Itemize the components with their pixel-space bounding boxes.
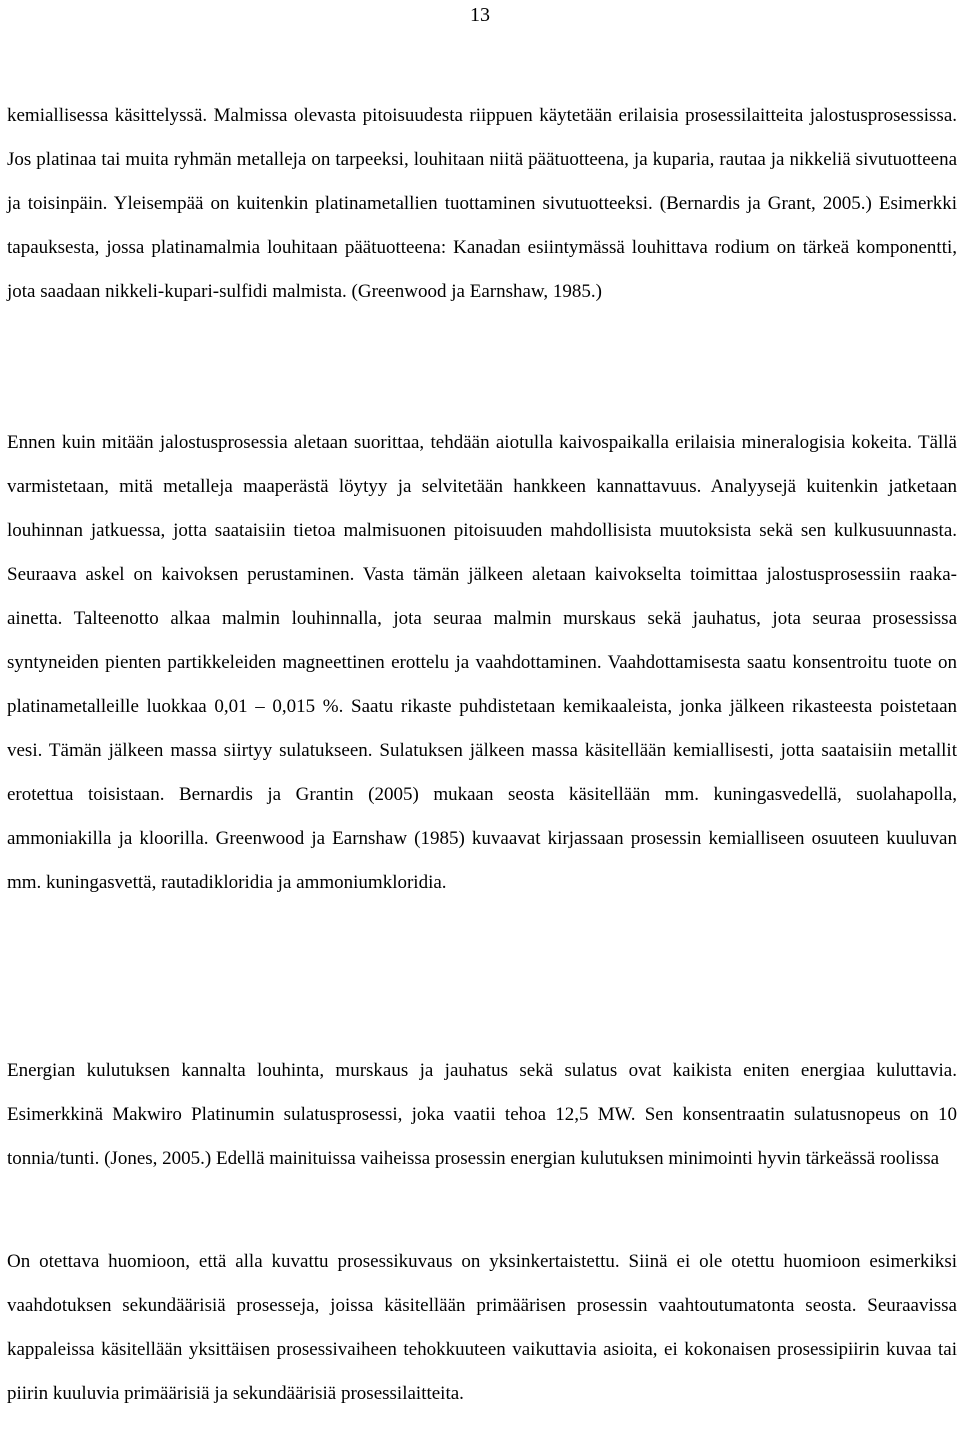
paragraph-text: Ennen kuin mitään jalostusprosessia aletaan suorittaa, tehdään aiotulla kaivospaikalla erilaisia mineralogisia kokeita. Tällä varmistetaan, mitä metalleja maaperästä löytyy ja selvitetään hankkeen kannattavuus. Analyysejä kuitenkin jatketaan louhinnan jatkuessa, jotta saataisiin tietoa malmisuonen pitoisuuden mahdollisista muutoksista sekä sen kulkusuunnasta. Seuraava askel on kaivoksen perustaminen. Vasta tämän jälkeen aletaan kaivokselta toimittaa jalostusprosessiin raaka-ainetta. Talteenotto alkaa malmin louhinnalla, jota seuraa malmin murskaus sekä jauhatus, jota seuraa prosessissa syntyneiden pienten partikkeleiden magneettinen erottelu ja vaahdottaminen. Vaahdottamisesta saatu konsentroitu tuote on platinametalleille luokkaa 0,01 – 0,015 %. Saatu rikaste puhdistetaan kemikaaleista, jonka jälkeen rikasteesta poistetaan vesi. Tämän jälkeen massa siirtyy sulatukseen. Sulatuksen jälkeen massa käsitellään kemiallisesti, jotta saataisiin metallit erotettua toisistaan. Bernardis ja Grantin (2005) mukaan seosta käsitellään mm. kuningasvedellä, suolahapolla, ammoniakilla ja kloorilla. Greenwood ja Earnshaw (1985) kuvaavat kirjassaan prosessin kemialliseen osuuteen kuuluvan mm. kuningasvettä, rautadikloridia ja ammoniumkloridia.: [7, 432, 957, 893]
paragraph-text: On otettava huomioon, että alla kuvattu prosessikuvaus on yksinkertaistettu. Siinä ei ole otettu huomioon esimerkiksi vaahdotuksen sekundäärisiä prosesseja, joissa käsitellään primäärisen prosessin vaahtoutumatonta seosta. Seuraavissa kappaleissa käsitellään yksittäisen prosessivaiheen tehokkuuteen vaikuttavia asioita, ei kokonaisen prosessipiirin kuvaa tai piirin kuuluvia primäärisiä ja sekundäärisiä prosessilaitteita.: [7, 1251, 957, 1404]
body-paragraph-3: [7, 1049, 957, 1181]
body-paragraph-1: [7, 94, 957, 314]
body-paragraph-2: [7, 421, 957, 905]
paragraph-text: kemiallisessa käsittelyssä. Malmissa olevasta pitoisuudesta riippuen käytetään erilaisia prosessilaitteita jalostusprosessissa. Jos platinaa tai muita ryhmän metalleja on tarpeeksi, louhitaan niitä päätuotteena, ja kuparia, rautaa ja nikkeliä sivutuotteena ja toisinpäin. Yleisempää on kuitenkin platinametallien tuottaminen sivutuotteeksi. (Bernardis ja Grant, 2005.) Esimerkki tapauksesta, jossa platinamalmia louhitaan päätuotteena: Kanadan esiintymässä louhittava rodium on tärkeä komponentti, jota saadaan nikkeli-kupari-sulfidi malmista. (Greenwood ja Earnshaw, 1985.): [7, 105, 957, 302]
paragraph-text: Energian kulutuksen kannalta louhinta, murskaus ja jauhatus sekä sulatus ovat kaikista eniten energiaa kuluttavia. Esimerkkinä Makwiro Platinumin sulatusprosessi, joka vaatii tehoa 12,5 MW. Sen konsentraatin sulatusnopeus on 10 tonnia/tunti. (Jones, 2005.) Edellä mainituissa vaiheissa prosessin energian kulutuksen minimointi hyvin tärkeässä roolissa: [7, 1060, 957, 1169]
body-paragraph-4: [7, 1240, 957, 1416]
page-number: 13: [470, 4, 490, 26]
